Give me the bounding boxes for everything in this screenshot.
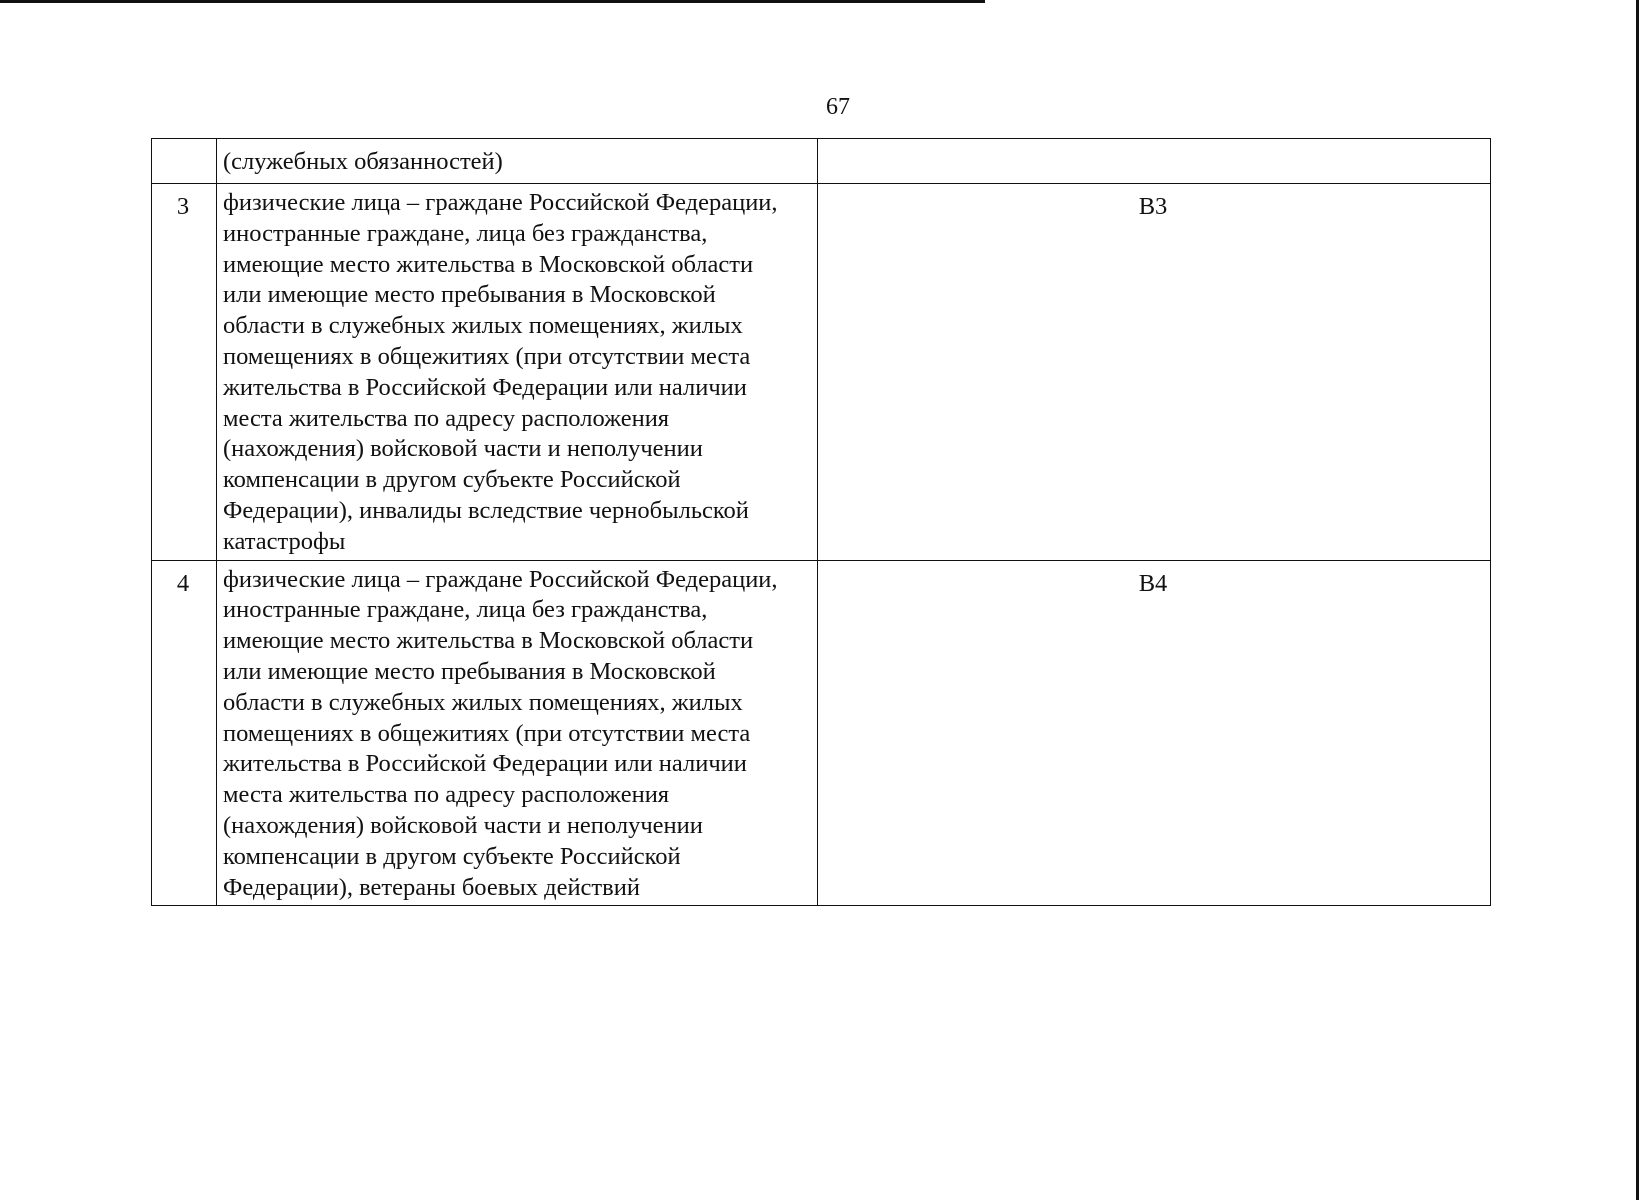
category-code-cell: В4	[818, 560, 1491, 906]
table-row	[152, 184, 1491, 561]
description-line: или имеющие место пребывания в Московской	[223, 657, 716, 685]
description-line: иностранные граждане, лица без гражданства,	[223, 219, 708, 247]
description-line: или имеющие место пребывания в Московской	[223, 281, 716, 309]
description-line: помещениях в общежитиях (при отсутствии места	[223, 719, 751, 747]
table-row	[152, 560, 1491, 906]
description-line: (нахождения) войсковой части и неполучении	[223, 435, 703, 463]
table-body	[152, 139, 1491, 906]
row-number-cell	[152, 139, 217, 184]
description-line: (служебных обязанностей)	[223, 148, 503, 175]
description-line: физические лица – граждане Российской Федерации,	[223, 189, 778, 216]
description-line: области в служебных жилых помещениях, жилых	[223, 688, 743, 716]
table-row	[152, 139, 1491, 184]
category-code-cell	[818, 139, 1491, 184]
category-code-cell: В3	[818, 184, 1491, 561]
description-line: места жительства по адресу расположения	[223, 781, 670, 809]
description-line: Федерации), ветераны боевых действий	[223, 873, 640, 901]
description-line: имеющие место жительства в Московской области	[223, 250, 754, 278]
document-table	[151, 138, 1491, 906]
description-line: помещениях в общежитиях (при отсутствии места	[223, 342, 751, 370]
description-line: жительства в Российской Федерации или наличии	[223, 750, 747, 778]
description-line: компенсации в другом субъекте Российской	[223, 842, 681, 870]
category-description-cell	[217, 184, 818, 561]
page-number: 67	[826, 94, 850, 120]
description-line: имеющие место жительства в Московской области	[223, 627, 754, 655]
description-line: жительства в Российской Федерации или наличии	[223, 373, 747, 401]
category-description-cell	[217, 560, 818, 906]
description-line: физические лица – граждане Российской Федерации,	[223, 565, 778, 593]
row-number-cell: 4	[152, 560, 217, 906]
scan-right-edge-line	[1636, 0, 1639, 1200]
description-line: (нахождения) войсковой части и неполучении	[223, 811, 703, 839]
description-line: катастрофы	[223, 527, 346, 555]
description-line: Федерации), инвалиды вследствие чернобыльской	[223, 496, 749, 524]
description-line: области в служебных жилых помещениях, жилых	[223, 312, 743, 340]
description-line: иностранные граждане, лица без гражданства,	[223, 596, 708, 624]
scan-top-edge-line	[0, 0, 985, 3]
category-description-cell	[217, 139, 818, 184]
description-line: компенсации в другом субъекте Российской	[223, 466, 681, 494]
row-number-cell: 3	[152, 184, 217, 561]
description-line: места жительства по адресу расположения	[223, 404, 670, 432]
